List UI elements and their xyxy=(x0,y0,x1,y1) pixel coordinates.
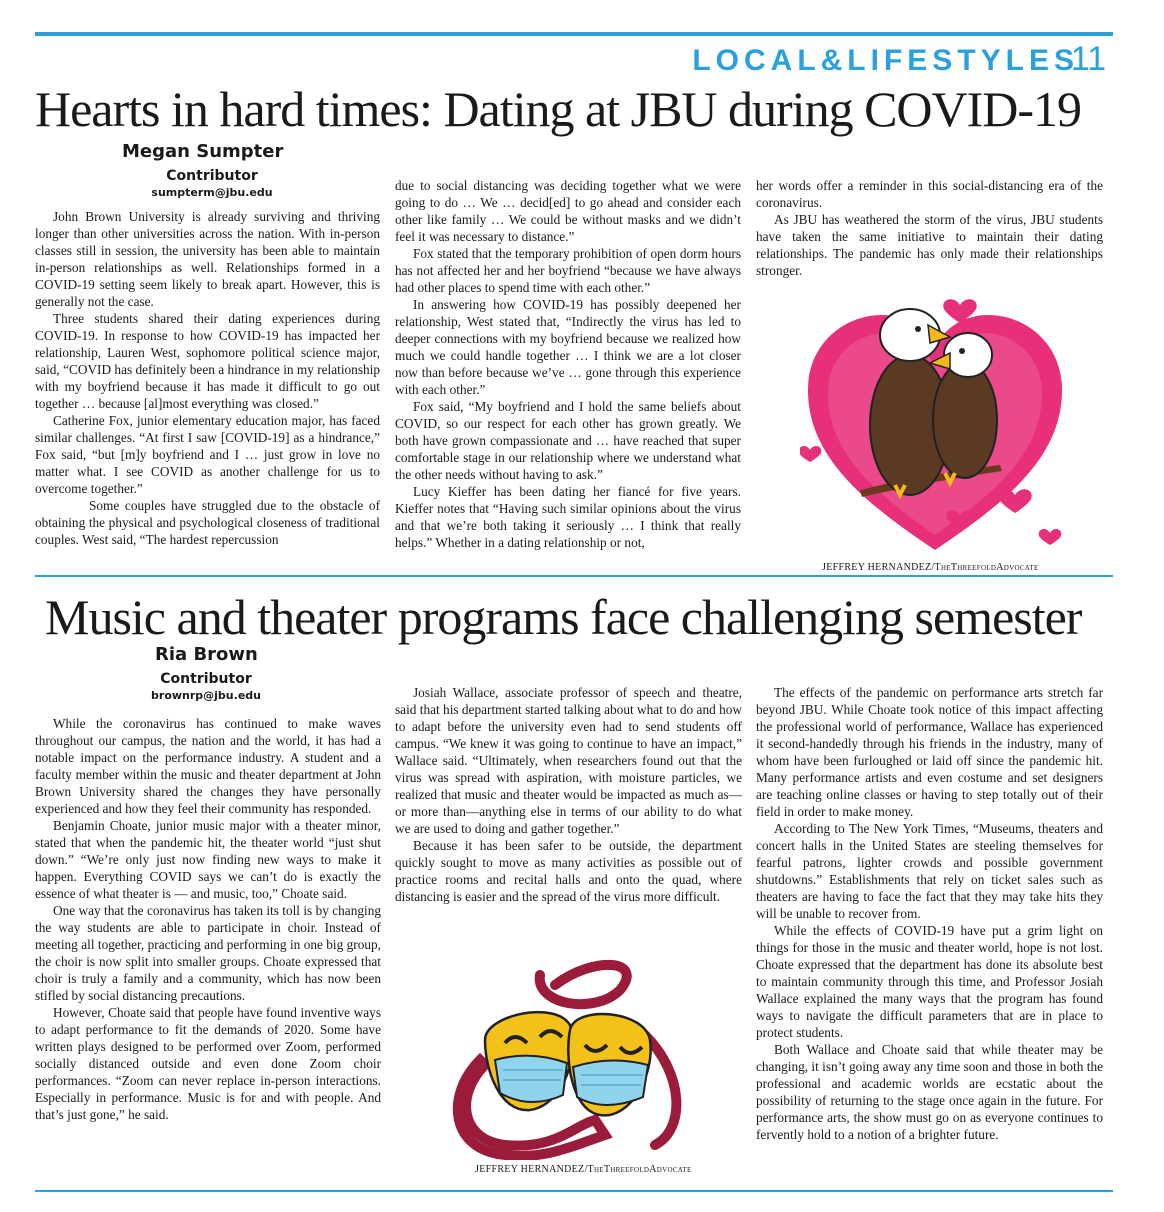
article1-column-3 xyxy=(756,177,1103,279)
article1-photo-credit: JEFFREY HERNANDEZ/TheThreefoldAdvocate xyxy=(822,562,1039,573)
article1-author: Megan Sumpter xyxy=(122,141,284,162)
page-number: 11 xyxy=(1070,40,1106,78)
eagle-right-body xyxy=(933,362,997,478)
section-title: LOCAL&LIFESTYLES xyxy=(692,44,1079,77)
article2-photo-credit: JEFFREY HERNANDEZ/TheThreefoldAdvocate xyxy=(475,1164,692,1175)
paragraph: Benjamin Choate, junior music major with a theater minor, stated that when the pandemic hit, the theater world “just shut down.” “We’re only just now finding new ways to make it happen. Everything COVID says we can’t do is exactly the essence of what theater is — and music, too,” Choate said. xyxy=(35,818,381,901)
bottom-rule xyxy=(35,1190,1113,1192)
heart-small-5 xyxy=(1039,529,1062,545)
article-divider xyxy=(35,575,1113,577)
article2-author: Ria Brown xyxy=(155,644,258,665)
paragraph: While the effects of COVID-19 have put a grim light on things for those in the music and theater world, hope is not lost. Choate expressed that the department has done its absolute best to maintain community through this time, and Professor Josiah Wallace explained the many ways that the program has found ways to navigate the difficult parameters that are in place to protect students. xyxy=(756,923,1103,1040)
paragraph: her words offer a reminder in this social-distancing era of the coronavirus. xyxy=(756,178,1103,210)
face-mask-right xyxy=(573,1060,648,1105)
paragraph: Three students shared their dating experiences during COVID-19. In response to how COVID-19 has impacted her relationship, Lauren West, sophomore political science major, said, “COVID has definitely been a hindrance in my relationship with my boyfriend because it has made it difficult to go out together … because [al]most everything was closed.” xyxy=(35,311,380,411)
article1-headline: Hearts in hard times: Dating at JBU during COVID-19 xyxy=(35,81,1082,137)
heart-small-4 xyxy=(800,446,821,462)
paragraph: According to The New York Times, “Museums, theaters and concert halls in the United States are steeling themselves for fearful patrons, lighter crowds and possible government shutdowns.” Establishments that rely on ticket sales such as theaters are having to face the fact that they may take hits they will be unable to recover from. xyxy=(756,821,1103,921)
paragraph: Some couples have struggled due to the obstacle of obtaining the physical and psychological closeness of traditional couples. West said, “The hardest repercussion xyxy=(35,498,380,547)
paragraph: The effects of the pandemic on performance arts stretch far beyond JBU. While Choate took notice of this impact affecting the professional world of performance, Wallace has experienced it second-handedly through his friends in the industry, many of whom have been furloughed or laid off since the pandemic hit. Many performance artists and even costume and set designers are teaching online classes or having to step totally out of their field in order to make money. xyxy=(756,685,1103,819)
article1-role: Contributor xyxy=(166,168,258,184)
eagle-right-head xyxy=(944,333,992,377)
paragraph: Both Wallace and Choate said that while theater may be changing, it isn’t going away any time soon and those in both the professional and academic worlds are ecstatic about the possibility of returning to the stage once again in the future. For performance arts, the show must go on as everyone continues to fervently hold to a notion of a brighter future. xyxy=(756,1042,1103,1142)
theater-masks-illustration xyxy=(445,955,695,1160)
article2-role: Contributor xyxy=(160,671,252,687)
paragraph: While the coronavirus has continued to make waves throughout our campus, the nation and the world, it has had a notable impact on the performance industry. A student and a faculty member within the music and theater department at John Brown University shared the changes they have personally experienced and how they feel their community has responded. xyxy=(35,716,381,816)
heart-small-2 xyxy=(998,489,1031,513)
paragraph: In answering how COVID-19 has possibly deepened her relationship, West stated that, “Indirectly the virus has led to deeper connections with my boyfriend because we realized how much we could handle together … I think we are a lot closer now than before because we’ve … gone through this experience with each other.” xyxy=(395,297,741,397)
paragraph: due to social distancing was deciding together what we were going to do … We … decid[ed] to go ahead and consider each other like family … We could be without masks and we didn’t feel it was necessary to distance.” xyxy=(395,178,741,244)
article1-column-1 xyxy=(35,208,380,548)
paragraph: Because it has been safer to be outside, the department quickly sought to move as many activities as possible out of practice rooms and recital halls and onto the quad, where distancing is easier and the spread of the virus more difficult. xyxy=(395,838,742,904)
article1-column-2 xyxy=(395,177,741,551)
paragraph: However, Choate said that people have found inventive ways to adapt performance to fit the demands of 2020. Some have written plays designed to be performed over Zoom, performed socially distanced outside and even done Zoom choir performances. “Zoom can never replace in-person interactions. Especially in performance. Music is for and with people. And that’s just gone,” he said. xyxy=(35,1005,381,1122)
paragraph: John Brown University is already surviving and thriving longer than other universities across the nation. With in-person classes still in session, the university has been able to maintain in-person relationships as well. Relationships formed in a COVID-19 setting seem likely to break apart. However, this is generally not the case. xyxy=(35,209,380,309)
paragraph: Fox said, “My boyfriend and I hold the same beliefs about COVID, so our respect for each other has grown greatly. We both have grown compassionate and … have reached that super comfortable stage in our relationship where we understand what the other needs without having to ask.” xyxy=(395,399,741,482)
article2-column-3 xyxy=(756,684,1103,1143)
face-mask-left xyxy=(495,1056,567,1102)
paragraph: Catherine Fox, junior elementary education major, has faced similar challenges. “At first I saw [COVID-19] as a hindrance,” Fox said, “but [m]y boyfriend and I … just grow in love no matter what. I see COVID as another challenge for us to overcome together.” xyxy=(35,413,380,496)
article2-email: brownrp@jbu.edu xyxy=(151,689,261,702)
article2-headline: Music and theater programs face challenging semester xyxy=(45,589,1082,645)
article2-column-1 xyxy=(35,715,381,1123)
article1-email: sumpterm@jbu.edu xyxy=(151,186,273,199)
eagles-heart-illustration xyxy=(800,285,1070,570)
top-rule xyxy=(35,32,1113,36)
paragraph: Lucy Kieffer has been dating her fiancé for five years. Kieffer notes that “Having such similar opinions about the virus and that we’re both taking it seriously … I think that really helps.” Whether in a dating relationship or not, xyxy=(395,484,741,550)
article2-column-2 xyxy=(395,684,742,905)
paragraph: As JBU has weathered the storm of the virus, JBU students have taken the same initiative to maintain their dating relationships. The pandemic has only made their relationships stronger. xyxy=(756,212,1103,278)
paragraph: Fox stated that the temporary prohibition of open dorm hours has not affected her and her boyfriend “because we have always had other places to spend time with each other.” xyxy=(395,246,741,295)
paragraph: Josiah Wallace, associate professor of speech and theatre, said that his department started talking about what to do and how to adapt before the university even had to send students off campus. “We knew it was going to continue to have an impact,” Wallace said. “Ultimately, when researchers found out that the virus was spread with aspiration, with moisture particles, we realized that music and theater would be impacted as much as—or more than—anything else in terms of our ability to do what we are used to doing and gather together.” xyxy=(395,685,742,836)
paragraph: One way that the coronavirus has taken its toll is by changing the way students are able to participate in choir. Instead of meeting all together, practicing and performing in one big group, the choir is now split into smaller groups. Choate expressed that choir is truly a family and a community, which has now been stifled by social distancing precautions. xyxy=(35,903,381,1003)
